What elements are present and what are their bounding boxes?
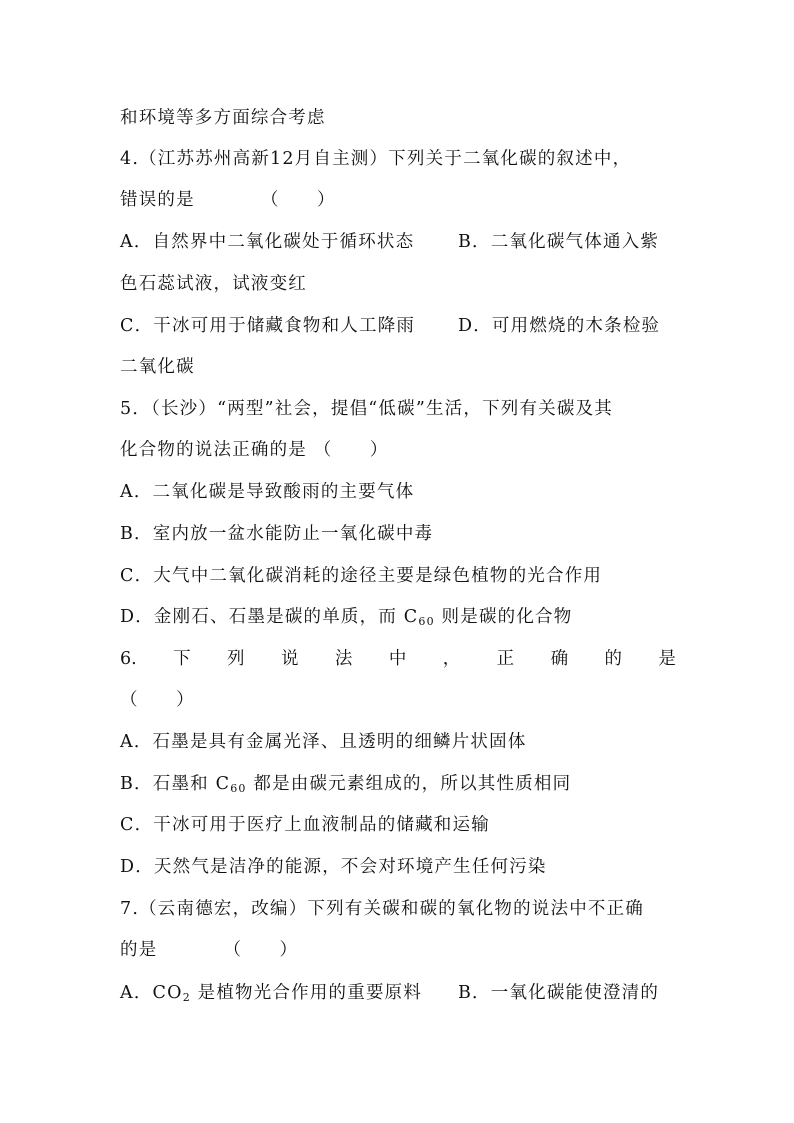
- stem-word: 确: [550, 649, 569, 669]
- stem-word: 6.: [120, 649, 137, 669]
- option-b: B．一氧化碳能使澄清的: [458, 983, 660, 1003]
- option-d-text: 则是碳的化合物: [434, 607, 573, 627]
- option-b: [120, 772, 676, 796]
- stem-word: 列: [227, 649, 245, 669]
- option-a: A．石墨是具有金属光泽、且透明的细鳞片状固体: [120, 732, 527, 752]
- stem-word: ，: [442, 649, 461, 669]
- stem-word: 的: [604, 649, 622, 669]
- subscript: 60: [418, 615, 435, 628]
- option-b: B．室内放一盆水能防止一氧化碳中毒: [120, 524, 434, 544]
- question-4-stem-cont: 错误的是 （ ）: [120, 190, 336, 210]
- stem-word: 说: [280, 649, 299, 669]
- question-4-options-cd: [120, 314, 676, 338]
- subscript: 60: [230, 782, 247, 795]
- question-5-stem: 5．（长沙）“两型”社会，提倡“低碳”生活，下列有关碳及其: [120, 399, 613, 419]
- question-6-stem: [120, 647, 676, 671]
- option-d-cont: 二氧化碳: [120, 357, 195, 377]
- option-c: C．干冰可用于储藏食物和人工降雨: [120, 316, 416, 336]
- option-b-text: B．石墨和 C: [120, 774, 231, 794]
- option-d-text: D．金刚石、石墨是碳的单质，而 C: [120, 607, 419, 627]
- option-a: A．二氧化碳是导致酸雨的主要气体: [120, 482, 415, 502]
- question-7-stem-cont: 的是 （ ）: [120, 940, 299, 960]
- question-4-stem: 4.（江苏苏州高新12月自主测）下列关于二氧化碳的叙述中，: [120, 149, 632, 169]
- option-a: A．自然界中二氧化碳处于循环状态: [120, 232, 415, 252]
- option-c: C．大气中二氧化碳消耗的途径主要是绿色植物的光合作用: [120, 566, 603, 586]
- stem-word: 是: [658, 649, 676, 669]
- question-7-stem: 7.（云南德宏，改编）下列有关碳和碳的氧化物的说法中不正确: [120, 899, 644, 919]
- subscript: 2: [182, 991, 191, 1004]
- question-4-options-ab: [120, 230, 676, 254]
- option-a-text: 是植物光合作用的重要原料: [190, 983, 423, 1003]
- text-line: 和环境等多方面综合考虑: [120, 108, 326, 128]
- option-c: C．干冰可用于医疗上血液制品的储藏和运输: [120, 815, 490, 835]
- option-d: D．天然气是洁净的能源，不会对环境产生任何污染: [120, 857, 547, 877]
- option-d: [120, 605, 676, 629]
- option-d: D．可用燃烧的木条检验: [458, 316, 661, 336]
- option-b-text: 都是由碳元素组成的，所以其性质相同: [246, 774, 572, 794]
- stem-word: 法: [334, 649, 353, 669]
- stem-word: 下: [173, 649, 191, 669]
- option-b-cont: 色石蕊试液，试液变红: [120, 274, 307, 294]
- option-a-text: A．CO: [120, 983, 183, 1003]
- option-a: [120, 981, 458, 1005]
- stem-word: 中: [388, 649, 407, 669]
- option-b: B．二氧化碳气体通入紫: [458, 232, 660, 252]
- question-7-options-ab: [120, 981, 676, 1005]
- question-5-stem-cont: 化合物的说法正确的是 （ ）: [120, 440, 389, 460]
- answer-paren: （ ）: [120, 690, 195, 710]
- stem-word: 正: [496, 649, 515, 669]
